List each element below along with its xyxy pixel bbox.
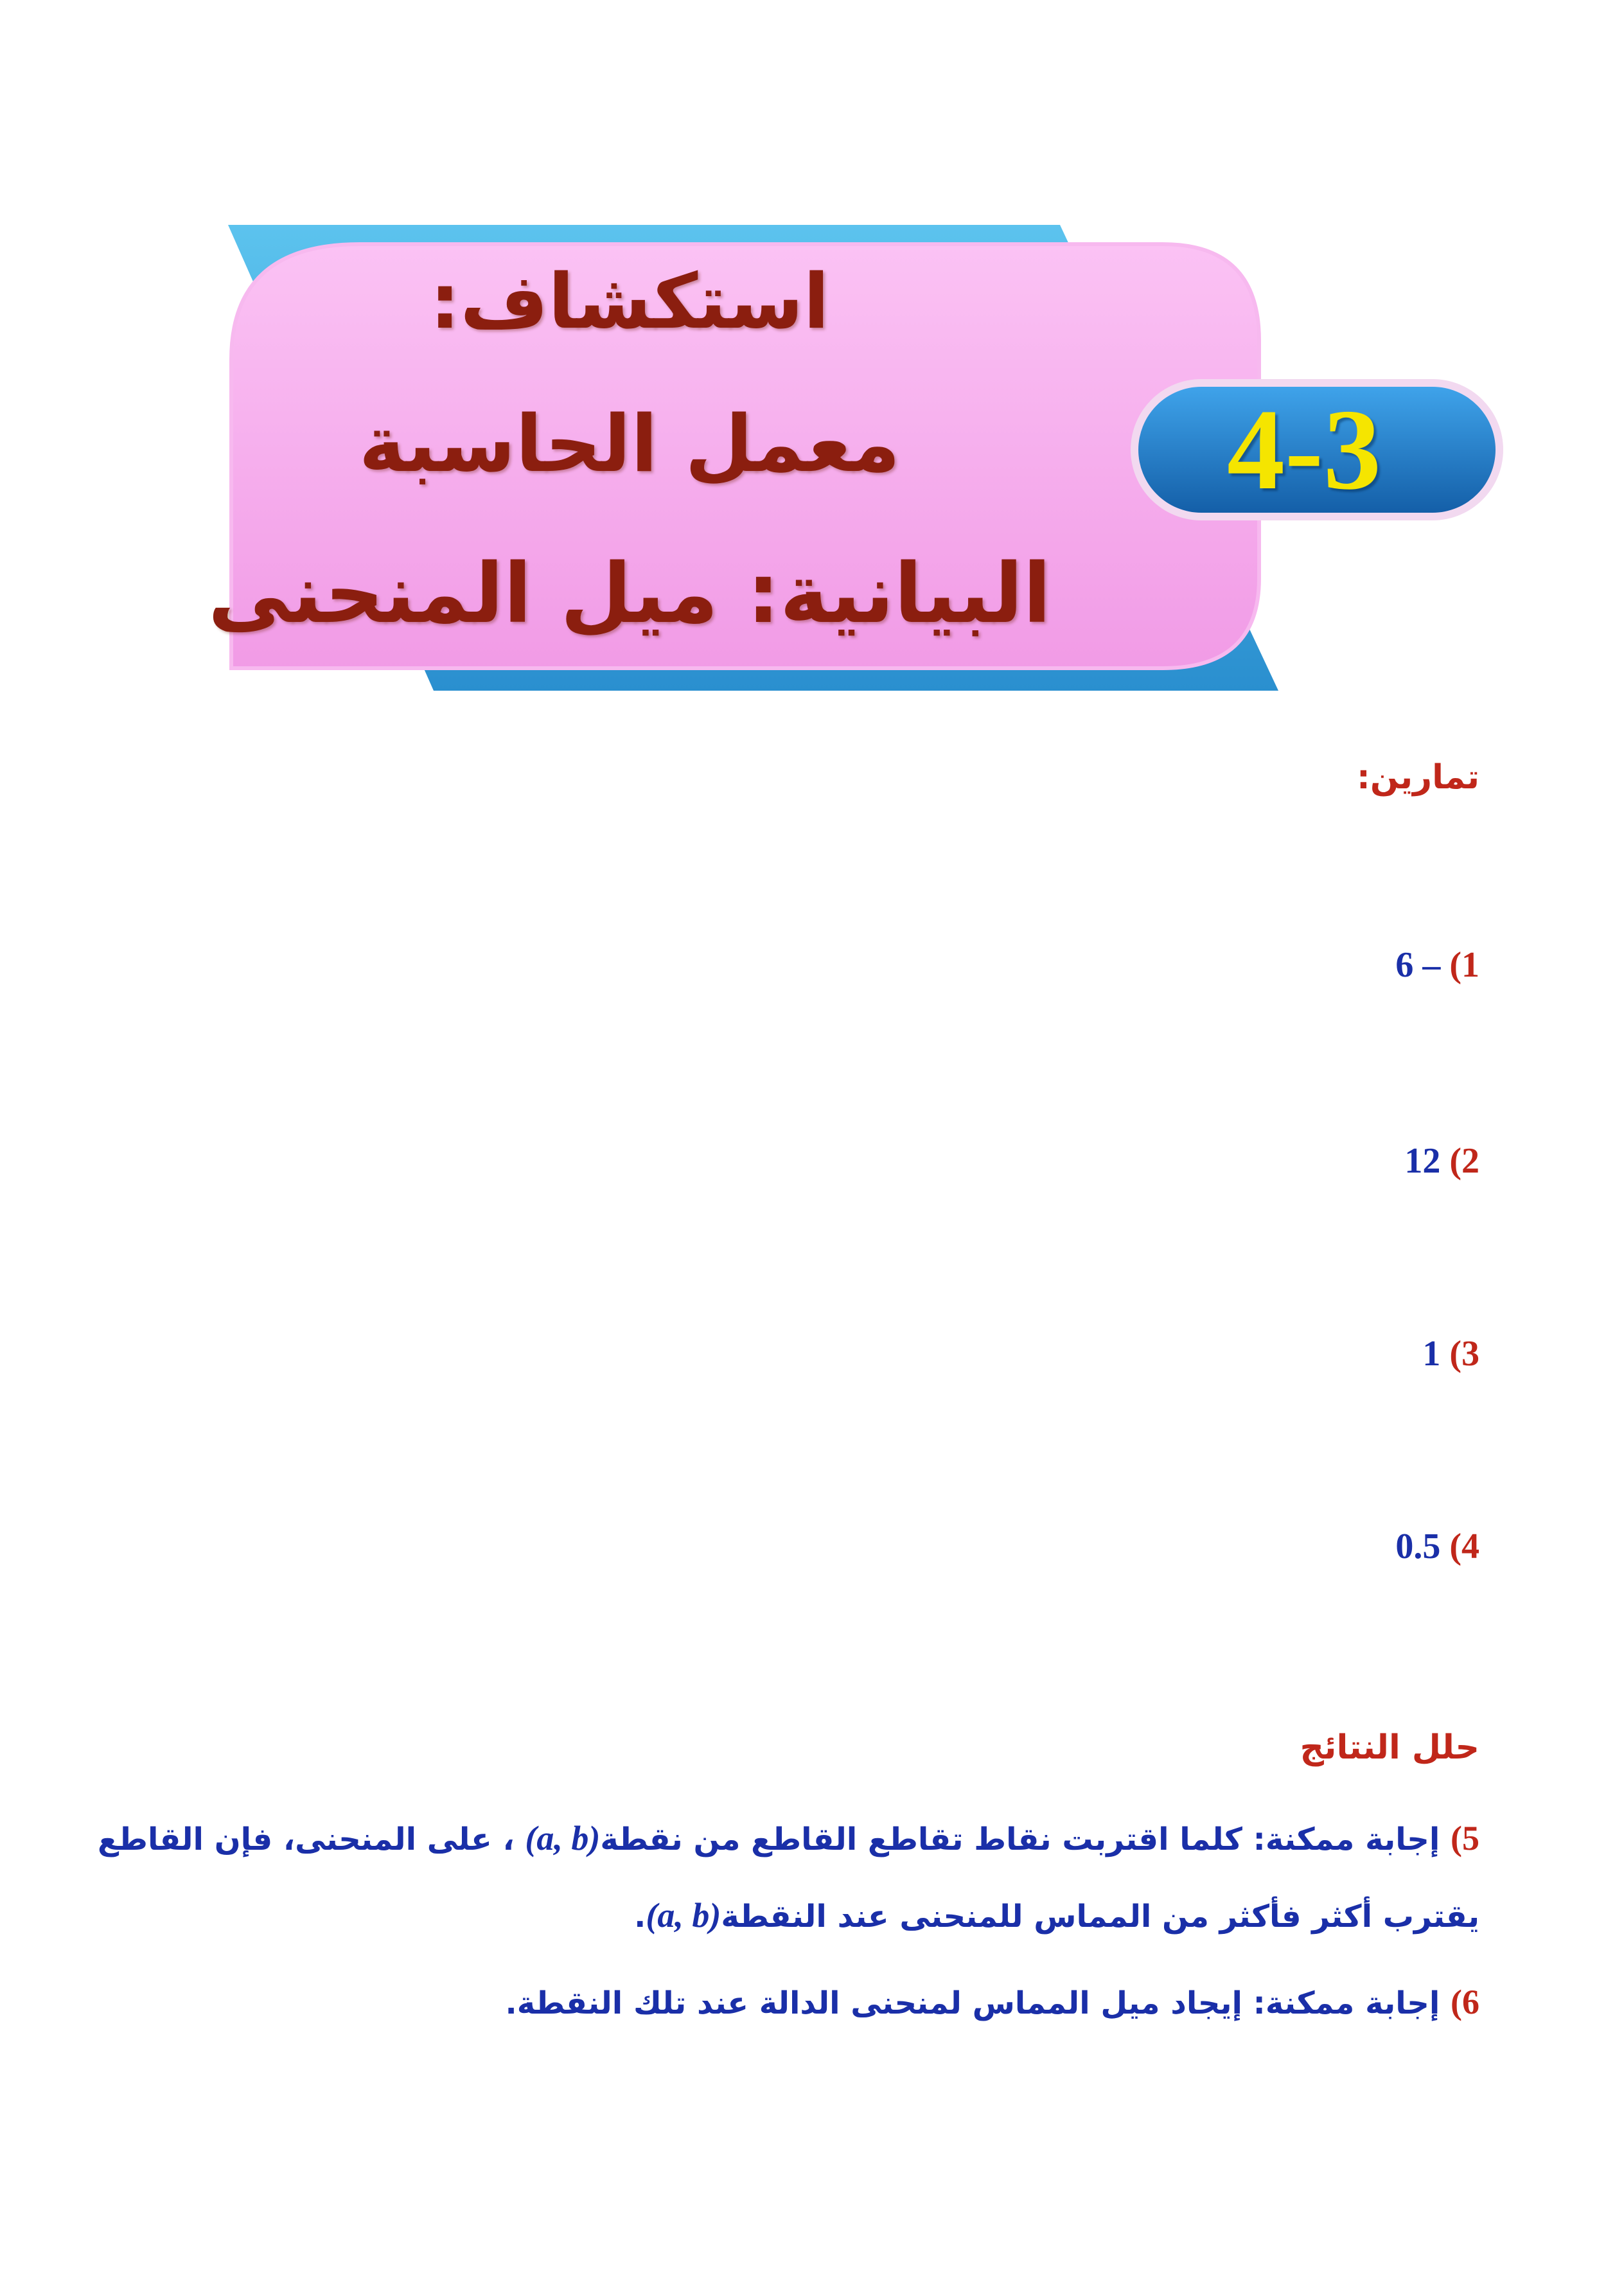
banner-title-line-1: استكشاف: (430, 257, 829, 346)
banner-title-line-3: البيانية: ميل المنحنى (207, 546, 1052, 642)
answer-2 (1404, 1140, 1479, 1182)
answer-number: 2) (1449, 1141, 1479, 1181)
question-5-line-2 (634, 1895, 1479, 1935)
answer-number: 1) (1449, 945, 1479, 985)
answer-value: 0.5 (1395, 1527, 1441, 1566)
answer-number: 4) (1449, 1527, 1479, 1566)
period: . (634, 1899, 646, 1935)
lesson-banner (0, 0, 1624, 720)
lesson-number: 4-3 (1227, 385, 1381, 513)
question-6-text: إجابة ممكنة: إيجاد ميل المماس لمنحنى الدالة عند تلك النقطة. (505, 1985, 1440, 2021)
question-5-continuation: يقترب أكثر فأكثر من المماس للمنحنى عند النقطة (721, 1899, 1479, 1935)
answer-value: – 6 (1395, 945, 1441, 985)
analyze-results-heading: حلل النتائج (1300, 1728, 1479, 1767)
answer-value: 1 (1422, 1334, 1441, 1374)
answer-value: 12 (1404, 1141, 1441, 1181)
point-ab-math: (a, b) (646, 1896, 721, 1935)
point-ab-math: (a, b) (525, 1819, 601, 1857)
question-number: 5) (1451, 1819, 1479, 1857)
exercises-heading: تمارين: (1357, 758, 1479, 797)
answer-1 (1395, 944, 1479, 986)
banner-title-line-2: معمل الحاسبة (358, 398, 901, 490)
question-5-line-1 (98, 1818, 1479, 1858)
answer-3 (1422, 1333, 1479, 1374)
question-number: 6) (1451, 1983, 1479, 2021)
question-6 (506, 1982, 1479, 2022)
question-5-text-tail: ، على المنحنى، فإن القاطع (97, 1821, 515, 1857)
question-5-text: إجابة ممكنة: كلما اقتربت نقاط تقاطع القاطع من نقطة (600, 1821, 1440, 1857)
answer-4 (1395, 1526, 1479, 1567)
answer-number: 3) (1449, 1334, 1479, 1374)
